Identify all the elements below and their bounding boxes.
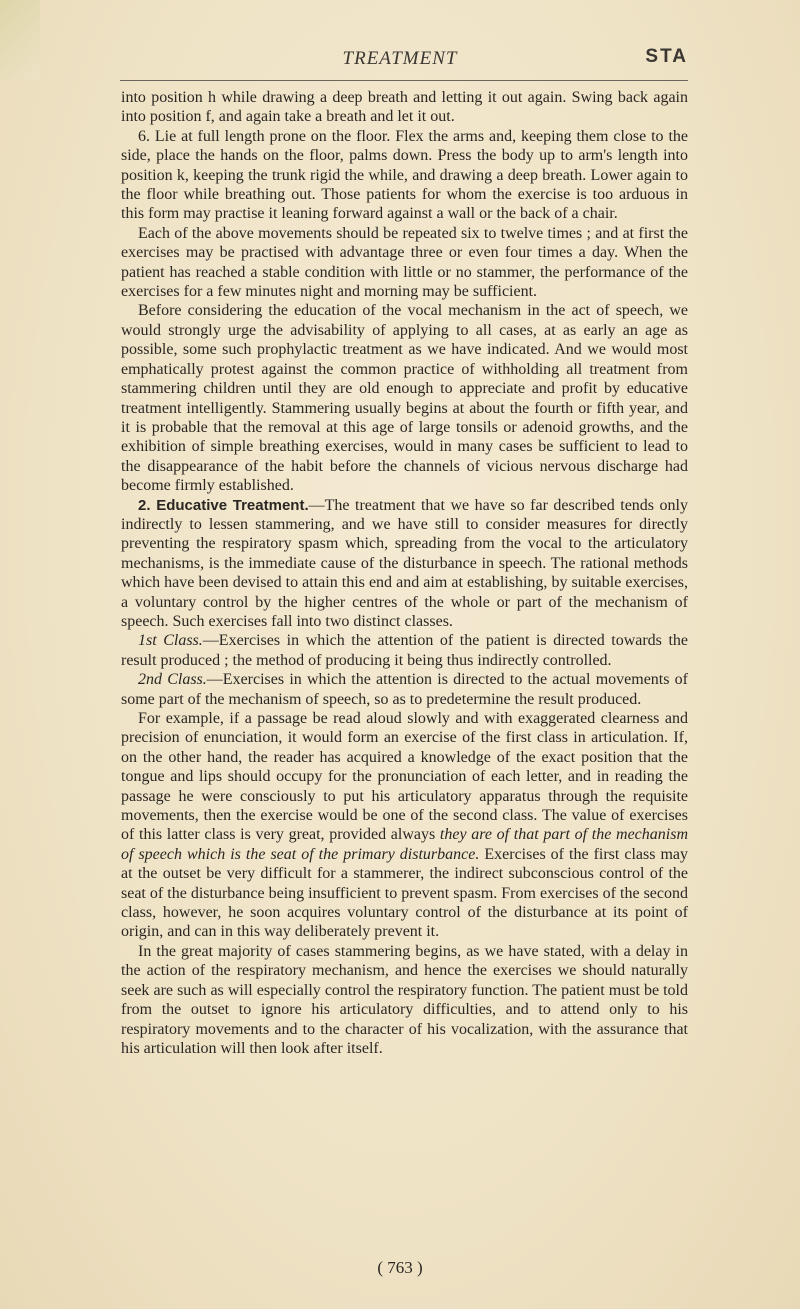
paragraph: [121, 670, 688, 709]
class-heading: 2nd Class.: [138, 671, 207, 689]
page-corner-stain: [0, 0, 40, 80]
running-title: TREATMENT: [342, 48, 458, 69]
paragraph: [121, 709, 688, 942]
paragraph: 6. Lie at full length prone on the floor. Flex the arms and, keeping them close to the side, place the hands on the floor, palms down. Press the body up to arm's length into position k, keeping the trunk rigid the while, and drawing a deep breath. Lower again to the floor while breathing out. Those patients for whom the exercise is too arduous in this form may practise it leaning forward against a wall or the back of a chair.: [121, 127, 688, 223]
section-heading: 2. Educative Treatment.: [138, 496, 309, 514]
paragraph-text: Exercises of the first class may at the outset be very difficult for a stammerer, the indirect subconscious control of the seat of the disturbance being insufficient to prevent spasm. From exercises of the second class, however, he soon acquires voluntary control of the disturbance at its point of origin, and can in this way deliberately prevent it.: [121, 845, 689, 941]
header-rule: [120, 80, 688, 81]
paragraph-text: —The treatment that we have so far described tends only indirectly to lessen stammering, and we have still to consider measures for directly preventing the respiratory spasm which, spreading from the vocal to the articulatory mechanisms, is the immediate cause of the disturbance in speech. The rational methods which have been devised to attain this end and aim at establishing, by suitable exercises, a voluntary control by the higher centres of the whole or part of the mechanism of speech. Such exercises fall into two distinct classes.: [121, 496, 688, 630]
paragraph: [121, 496, 688, 632]
paragraph: [121, 631, 688, 670]
paragraph: Before considering the education of the vocal mechanism in the act of speech, we would strongly urge the advisability of applying to all cases, at as early an age as possible, some such prophylactic treatment as we have indicated. And we would most emphatically protest against the common practice of withholding all treatment from stammering children until they are old enough to appreciate and profit by educative treatment intelligently. Stammering usually begins at about the fourth or fifth year, and it is probable that the removal at this age of large tonsils or adenoid growths, and the exhibition of simple breathing exercises, would in many cases be sufficient to lead to the disappearance of the habit before the channels of vicious nervous discharge had become firmly established.: [121, 302, 688, 495]
page-number: ( 763 ): [377, 1258, 423, 1277]
paragraph: into position h while drawing a deep breath and letting it out again. Swing back again into position f, and again take a breath and let it out.: [121, 89, 688, 126]
class-heading: 1st Class.: [138, 632, 203, 650]
paragraph: In the great majority of cases stammering begins, as we have stated, with a delay in the action of the respiratory mechanism, and hence the exercises we should naturally seek are such as will especially control the respiratory function. The patient must be told from the outset to ignore his articulatory difficulties, and to attend only to his respiratory movements and to the character of his vocalization, with the assurance that his articulation will then look after itself.: [121, 942, 688, 1057]
paragraph: Each of the above movements should be repeated six to twelve times ; and at first the exercises may be practised with advantage three or even four times a day. When the patient has reached a stable condition with little or no stammer, the performance of the exercises for a few minutes night and morning may be sufficient.: [121, 224, 688, 301]
running-header: [120, 46, 688, 80]
body-text: [121, 88, 688, 1058]
italic-emphasis: they are of that part of the mechanism of speech which is the seat of the primary disturbance.: [121, 826, 688, 863]
paragraph-text: For example, if a passage be read aloud slowly and with exaggerated clearness and precision of enunciation, it would form an exercise of the first class in articulation. If, on the other hand, the reader has acquired a knowledge of the exact position that the tongue and lips should occupy for the pronunciation of each letter, and in reading the passage he were consciously to put his articulatory apparatus through the requisite movements, then the exercise would be one of the second class. The value of exercises of this latter class is very great, provided always: [121, 710, 688, 844]
paragraph-text: —Exercises in which the attention is directed to the actual movements of some part of the mechanism of speech, so as to predetermine the result produced.: [121, 671, 689, 708]
paragraph-text: —Exercises in which the attention of the patient is directed towards the result produced ; the method of producing it being thus indirectly controlled.: [121, 632, 688, 669]
section-tag: STA: [645, 46, 688, 67]
